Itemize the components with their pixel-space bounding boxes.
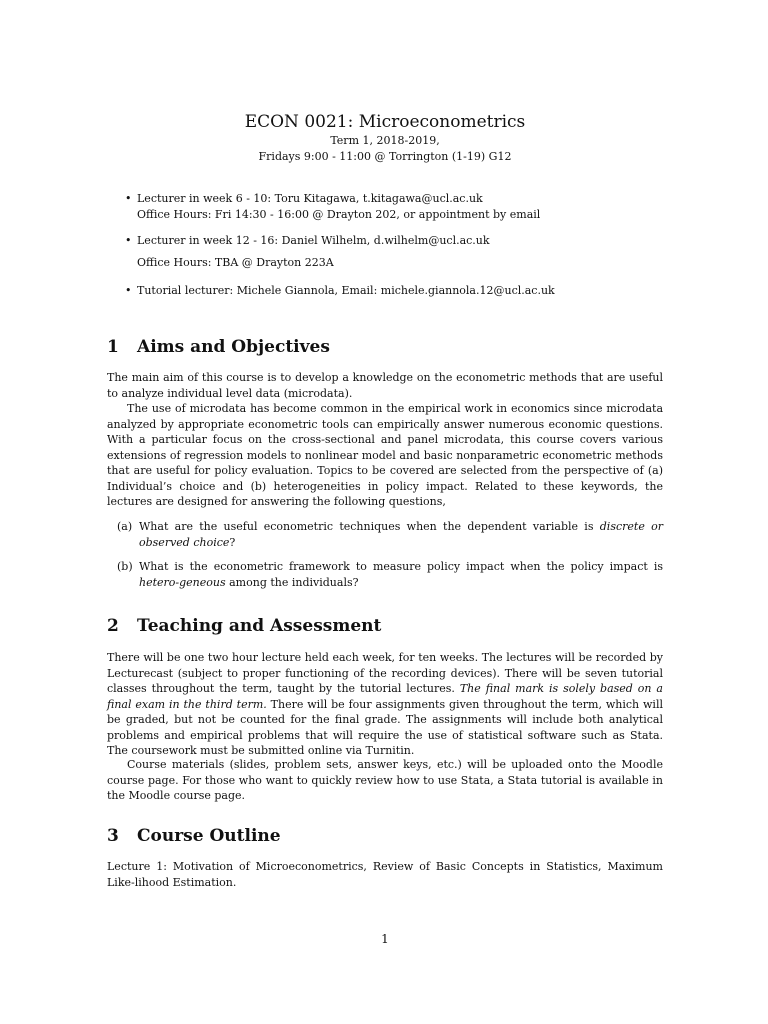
- list-item: [107, 519, 663, 551]
- question-label: (b): [117, 560, 133, 573]
- aims-paragraph-2: The use of microdata has become common in the empirical work in economics since microdata analyzed by appropriate econometric tools can empirically answer numerous economic questions. With a particular focus on the cross-sectional and panel microdata, this course covers various extensions of regression models to nonlinear model and basic nonparametric econometric methods that are useful for policy evaluation. Topics to be covered are selected from the perspective of (a) Individual’s choice and (b) heterogeneities in policy impact. Related to these keywords, the lectures are designed for answering the following questions,: [107, 402, 663, 508]
- staff-office-hours: Office Hours: Fri 14:30 - 16:00 @ Drayton 202, or appointment by email: [137, 208, 541, 221]
- staff-line: Lecturer in week 6 - 10: Toru Kitagawa, t.kitagawa@ucl.ac.uk: [137, 192, 483, 205]
- course-title: ECON 0021: Microeconometrics: [244, 112, 526, 132]
- question-emphasis: hetero-geneous: [139, 576, 226, 589]
- bullet-icon: •: [125, 234, 132, 247]
- title-block: [107, 111, 663, 165]
- list-item: [107, 559, 663, 591]
- staff-line: Tutorial lecturer: Michele Giannola, Email: michele.giannola.12@ucl.ac.uk: [137, 284, 555, 297]
- course-term: Term 1, 2018-2019,: [330, 134, 440, 147]
- aims-paragraph-1: The main aim of this course is to develop a knowledge on the econometric methods that are useful to analyze individual level data (microdata).: [107, 371, 663, 400]
- teaching-text: There will be four assignments given throughout the term, which will be graded, but not be counted for the final grade. The assignments will include both analytical problems and empirical problems that will require the use of statistical software such as Stata. The coursework must be submitted online via Turnitin.: [107, 697, 663, 757]
- section-number: 1: [107, 337, 119, 357]
- teaching-paragraph-2: Course materials (slides, problem sets, answer keys, etc.) will be uploaded onto the Moodle course page. For those who want to quickly review how to use Stata, a Stata tutorial is available in the Moodle course page.: [107, 758, 663, 802]
- section-title: Aims and Objectives: [137, 337, 330, 357]
- bullet-icon: •: [125, 284, 132, 297]
- section-heading: [107, 615, 663, 637]
- outline-lecture-1: Lecture 1: Motivation of Microeconometrics, Review of Basic Concepts in Statistics, Maximum Like-lihood Estimation.: [107, 860, 663, 889]
- section-title: Course Outline: [137, 826, 281, 846]
- list-item: [107, 191, 663, 223]
- section-title: Teaching and Assessment: [137, 616, 382, 636]
- section-heading: [107, 336, 663, 358]
- question-emphasis: discrete or observed choice: [139, 520, 663, 549]
- section-number: 3: [107, 826, 119, 846]
- staff-office-hours: Office Hours: TBA @ Drayton 223A: [137, 256, 334, 269]
- staff-list: [107, 191, 663, 299]
- teaching-emphasis: The final mark is solely based on a final exam in the third term.: [107, 682, 663, 711]
- question-tail: among the individuals?: [225, 576, 359, 589]
- question-text: What is the econometric framework to measure policy impact when the policy impact is: [139, 560, 663, 573]
- page-number: 1: [381, 932, 389, 946]
- course-schedule: Fridays 9:00 - 11:00 @ Torrington (1-19) G12: [258, 150, 512, 163]
- question-text: What are the useful econometric techniques when the dependent variable is: [139, 520, 600, 533]
- questions-list: [107, 519, 663, 591]
- section-number: 2: [107, 616, 119, 636]
- section-heading: [107, 825, 663, 847]
- teaching-text: There will be one two hour lecture held each week, for ten weeks. The lectures will be recorded by Lecturecast (subject to proper functioning of the recording devices). There will be seven tutorial classes throughout the term, taught by the tutorial lectures.: [107, 651, 663, 695]
- question-tail: ?: [229, 536, 236, 549]
- list-item: [107, 283, 663, 299]
- question-label: (a): [117, 520, 133, 533]
- teaching-paragraph-1: [107, 650, 663, 759]
- list-item: [107, 233, 663, 271]
- bullet-icon: •: [125, 192, 132, 205]
- staff-line: Lecturer in week 12 - 16: Daniel Wilhelm, d.wilhelm@ucl.ac.uk: [137, 234, 490, 247]
